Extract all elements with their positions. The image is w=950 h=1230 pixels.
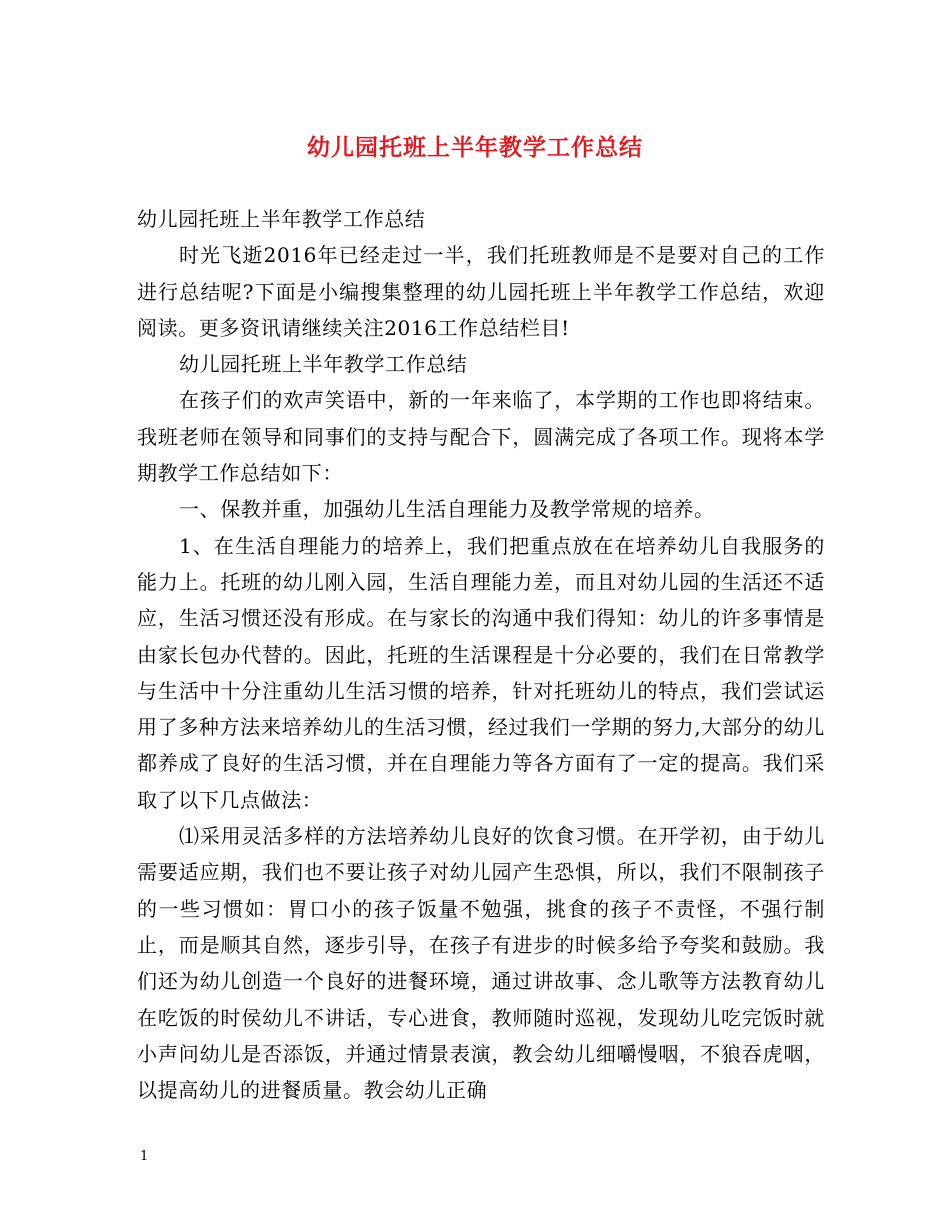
page-number: 1 bbox=[140, 1149, 149, 1164]
section-heading: 幼儿园托班上半年教学工作总结 bbox=[179, 352, 468, 377]
body-paragraph: 在孩子们的欢声笑语中，新的一年来临了，本学期的工作也即将结束。我班老师在领导和同事们的支持与配合下，圆满完成了各项工作。现将本学期教学工作总结如下： bbox=[137, 388, 825, 486]
body-paragraph: 1、在生活自理能力的培养上，我们把重点放在在培养幼儿自我服务的能力上。托班的幼儿刚入园，生活自理能力差，而且对幼儿园的生活还不适应，生活习惯还没有形成。在与家长的沟通中我们得知：幼儿的许多事情是由家长包办代替的。因此，托班的生活课程是十分必要的，我们在日常教学与生活中十分注重幼儿生活习惯的培养，针对托班幼儿的特点，我们尝试运用了多种方法来培养幼儿的生活习惯，经过我们一学期的努力,大部分的幼儿都养成了良好的生活习惯，并在自理能力等各方面有了一定的提高。我们采取了以下几点做法： bbox=[137, 533, 825, 812]
document-title: 幼儿园托班上半年教学工作总结 bbox=[307, 134, 643, 161]
intro-paragraph: 时光飞逝2016年已经走过一半，我们托班教师是不是要对自己的工作进行总结呢?下面是小编搜集整理的幼儿园托班上半年教学工作总结，欢迎阅读。更多资讯请继续关注2016工作总结栏目! bbox=[137, 243, 825, 340]
body-paragraph: ⑴采用灵活多样的方法培养幼儿良好的饮食习惯。在开学初，由于幼儿需要适应期，我们也不要让孩子对幼儿园产生恐惧，所以，我们不限制孩子的一些习惯如：胃口小的孩子饭量不勉强，挑食的孩子不责怪，不强行制止，而是顺其自然，逐步引导，在孩子有进步的时候多给予夸奖和鼓励。我们还为幼儿创造一个良好的进餐环境，通过讲故事、念儿歌等方法教育幼儿在吃饭的时侯幼儿不讲话，专心进食，教师随时巡视，发现幼儿吃完饭时就小声问幼儿是否添饭，并通过情景表演，教会幼儿细嚼慢咽，不狼吞虎咽，以提高幼儿的进餐质量。教会幼儿正确 bbox=[137, 824, 825, 1103]
body-heading: 幼儿园托班上半年教学工作总结 bbox=[137, 207, 426, 231]
section-heading: 一、保教并重，加强幼儿生活自理能力及教学常规的培养。 bbox=[179, 497, 715, 522]
document-body bbox=[137, 201, 825, 1108]
